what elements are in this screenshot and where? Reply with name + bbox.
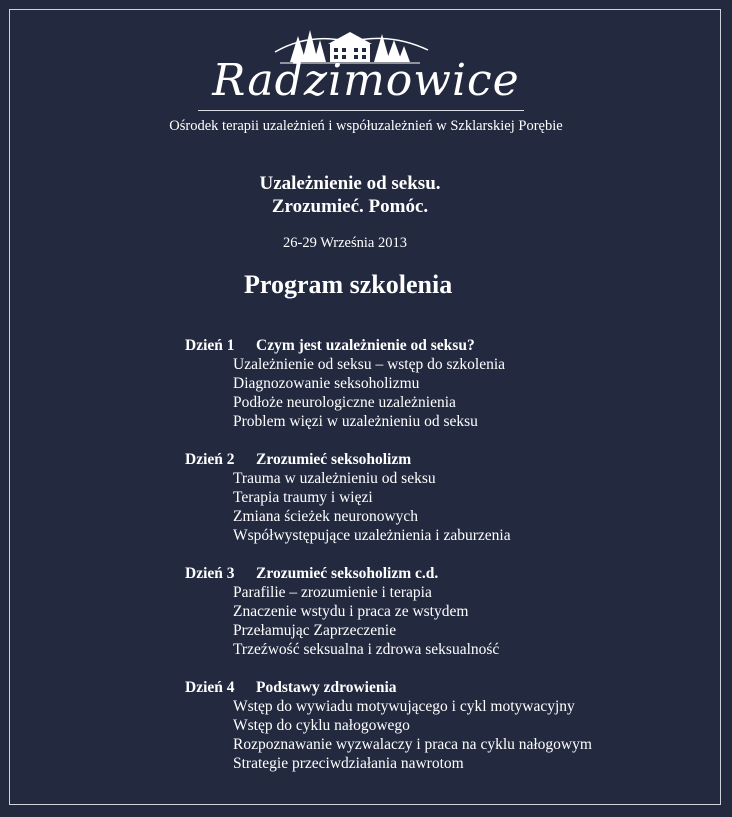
day-label: Dzień 2 xyxy=(185,451,235,468)
list-item: Wstęp do cyklu nałogowego xyxy=(233,717,410,734)
list-item: Zmiana ścieżek neuronowych xyxy=(233,508,419,525)
list-item: Uzależnienie od seksu – wstęp do szkolenia xyxy=(233,356,506,373)
day-heading xyxy=(185,450,705,469)
day-topic: Czym jest uzależnienie od seksu? xyxy=(256,337,475,354)
day-4 xyxy=(185,678,705,773)
day-1 xyxy=(185,336,705,431)
list-item: Parafilie – zrozumienie i terapia xyxy=(233,584,432,601)
header-subtitle: Ośrodek terapii uzależnień i współuzależnień w Szklarskiej Porębie xyxy=(169,118,563,134)
day-topic: Zrozumieć seksoholizm xyxy=(256,451,412,468)
logo-divider xyxy=(198,110,524,111)
list-item: Trauma w uzależnieniu od seksu xyxy=(233,470,436,487)
day-topic: Podstawy zdrowienia xyxy=(256,679,397,696)
program-title: Program szkolenia xyxy=(244,270,453,299)
list-item: Podłoże neurologiczne uzależnienia xyxy=(233,394,456,411)
list-item: Rozpoznawanie wyzwalaczy i praca na cyklu nałogowym xyxy=(233,736,592,753)
headline-line-1: Uzależnienie od seksu. xyxy=(259,173,441,194)
headline xyxy=(215,172,485,218)
list-item: Znaczenie wstydu i praca ze wstydem xyxy=(233,603,469,620)
list-item: Współwystępujące uzależnienia i zaburzenia xyxy=(233,527,511,544)
list-item: Strategie przeciwdziałania nawrotom xyxy=(233,755,464,772)
day-topic: Zrozumieć seksoholizm c.d. xyxy=(256,565,439,582)
list-item: Przełamując Zaprzeczenie xyxy=(233,622,397,639)
day-label: Dzień 3 xyxy=(185,565,235,582)
event-date: 26-29 Września 2013 xyxy=(283,235,407,251)
day-label: Dzień 4 xyxy=(185,679,235,696)
list-item: Terapia traumy i więzi xyxy=(233,489,373,506)
logo-wordmark: Radzimowice xyxy=(212,55,520,106)
day-heading xyxy=(185,336,705,355)
headline-line-2: Zrozumieć. Pomóc. xyxy=(271,196,429,217)
day-heading xyxy=(185,564,705,583)
day-3 xyxy=(185,564,705,659)
list-item: Diagnozowanie seksoholizmu xyxy=(233,375,420,392)
day-2 xyxy=(185,450,705,545)
day-heading xyxy=(185,678,705,697)
day-label: Dzień 1 xyxy=(185,337,235,354)
list-item: Problem więzi w uzależnieniu od seksu xyxy=(233,413,478,430)
schedule xyxy=(185,336,705,792)
list-item: Wstęp do wywiadu motywującego i cykl motywacyjny xyxy=(233,698,575,715)
list-item: Trzeźwość seksualna i zdrowa seksualność xyxy=(233,641,500,658)
